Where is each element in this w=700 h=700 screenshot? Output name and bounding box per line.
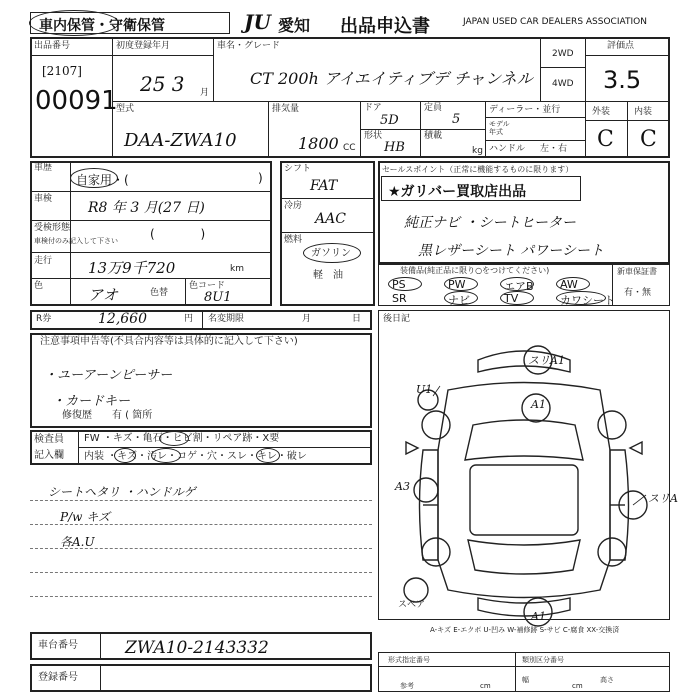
color-label: 色 bbox=[34, 281, 44, 291]
shift-label: シフト bbox=[284, 164, 312, 174]
equipment-circle-5 bbox=[444, 291, 478, 305]
first-registration-value: 25 3 bbox=[140, 72, 185, 96]
spare-tire-label: スペア bbox=[398, 600, 426, 610]
equipment-item-2: エアB bbox=[504, 280, 534, 293]
chassis-label: 車台番号 bbox=[38, 640, 78, 651]
damage-mark-6: A1 bbox=[531, 610, 546, 623]
sales-point-label: セールスポイント（正常に機能するものに限ります） bbox=[382, 165, 574, 174]
color-code-value: 8U1 bbox=[204, 290, 232, 305]
fuel-label: 燃料 bbox=[284, 235, 303, 245]
rating-value: 3.5 bbox=[603, 66, 642, 94]
history-label: 車歴 bbox=[34, 163, 53, 173]
interior-grade: C bbox=[640, 127, 657, 152]
sales-point-line2: 黒レザーシート パワーシート bbox=[418, 243, 604, 259]
inspection-type-blank: ( ) bbox=[150, 227, 206, 241]
fuel-gasoline: ガソリン bbox=[311, 248, 351, 259]
registration-block bbox=[30, 664, 372, 692]
mileage-value: 13万9千720 bbox=[88, 259, 176, 277]
equipment-label: 装備品(純正品に限り○をつけてください) bbox=[400, 266, 550, 275]
inspector-entry-label: 記入欄 bbox=[34, 450, 64, 461]
first-registration-label: 初度登録年月 bbox=[116, 41, 171, 51]
equipment-circle-2 bbox=[500, 277, 534, 291]
name-change-day: 日 bbox=[352, 314, 362, 324]
capacity-value: 5 bbox=[452, 112, 461, 127]
color-value: アオ bbox=[88, 286, 118, 304]
doors-label: ドア bbox=[364, 103, 382, 113]
car-damage-diagram bbox=[378, 330, 670, 640]
recycle-label: R券 bbox=[36, 314, 52, 324]
fuel-diesel: 軽 油 bbox=[313, 270, 343, 281]
body-shape-value: HB bbox=[384, 140, 405, 155]
equipment-item-0: PS bbox=[392, 278, 406, 291]
month-unit: 月 bbox=[200, 88, 210, 98]
inspection-type-label: 受検形態 bbox=[34, 223, 71, 233]
lot-sub-number: [2107] bbox=[42, 64, 82, 78]
color-code-label: 色コード bbox=[189, 281, 226, 291]
drive-4wd: 4WD bbox=[552, 79, 574, 89]
equipment-circle-0 bbox=[388, 277, 422, 291]
int-wear-circle bbox=[256, 448, 280, 463]
int-scratch-circle bbox=[114, 448, 136, 463]
after-note-label: 後日記 bbox=[383, 314, 411, 324]
class-number-label: 類別区分番号 bbox=[522, 656, 564, 664]
car-name-label: 車名・グレード bbox=[217, 41, 281, 51]
inspection-label: 車検 bbox=[34, 194, 53, 204]
recycle-fee-block bbox=[30, 310, 372, 330]
name-change-month: 月 bbox=[302, 314, 312, 324]
equipment-item-4: SR bbox=[392, 292, 407, 305]
aircon-label: 冷房 bbox=[284, 201, 303, 211]
lot-number-label: 出品番号 bbox=[34, 41, 71, 51]
notes-label: 注意事項申告等(不具合内容等は具体的に記入して下さい) bbox=[40, 336, 298, 347]
repair-history-value: 有 ( 箇所 bbox=[112, 410, 153, 421]
exterior-label: 外装 bbox=[592, 107, 611, 117]
handle-label: ハンドル bbox=[489, 144, 526, 154]
car-name-value: CT 200h アイエイティブデ チャンネル bbox=[250, 69, 533, 88]
drive-2wd: 2WD bbox=[552, 49, 574, 59]
logo-text: 愛知 bbox=[278, 16, 311, 35]
damage-mark-2: U1 bbox=[416, 383, 433, 396]
length-unit: cm bbox=[480, 682, 491, 690]
recycle-value: 12,660 bbox=[98, 311, 147, 327]
lot-number: 00091 bbox=[35, 86, 118, 116]
ju-logo-mark: JU bbox=[244, 10, 271, 34]
chassis-number-value: ZWA10-2143332 bbox=[125, 638, 269, 658]
equipment-circle-7 bbox=[556, 291, 606, 305]
warranty-value: 有・無 bbox=[624, 288, 652, 298]
history-close-paren: ) bbox=[258, 171, 263, 185]
load-capacity-label: 積載 bbox=[424, 131, 443, 141]
notes-line2: ・カードキー bbox=[52, 394, 131, 409]
equipment-circle-1 bbox=[444, 277, 478, 291]
handle-side: 左・右 bbox=[540, 144, 568, 154]
damage-mark-5: スリA bbox=[648, 492, 678, 505]
type-designation-label: 形式指定番号 bbox=[388, 656, 430, 664]
mileage-unit: km bbox=[230, 264, 244, 274]
displacement-value: 1800 bbox=[298, 134, 339, 153]
damage-mark-1: A1 bbox=[531, 398, 546, 411]
body-shape-label: 形状 bbox=[364, 131, 383, 141]
reference-label: 参考 bbox=[400, 682, 414, 690]
history-value: 自家用・( bbox=[76, 173, 129, 187]
model-year-label: モデル 年式 bbox=[489, 120, 510, 136]
repair-history-label: 修復歴 bbox=[62, 410, 92, 421]
equipment-item-3: AW bbox=[560, 278, 578, 291]
storage-text: 車内保管・守衛保管 bbox=[39, 18, 165, 34]
width-unit: cm bbox=[572, 682, 583, 690]
width-label: 幅 bbox=[522, 676, 529, 684]
mileage-label: 走行 bbox=[34, 256, 53, 266]
chip-circle bbox=[159, 431, 189, 446]
doors-value: 5D bbox=[380, 113, 399, 128]
association-name: JAPAN USED CAR DEALERS ASSOCIATION bbox=[463, 17, 647, 27]
remark-line1: シートヘタリ ・ハンドルゲ bbox=[48, 485, 196, 499]
registration-number-label: 登録番号 bbox=[38, 672, 78, 683]
rating-label: 評価点 bbox=[607, 41, 635, 51]
logo bbox=[244, 11, 344, 35]
sales-point-line1: 純正ナビ ・シートヒーター bbox=[404, 215, 576, 231]
damage-legend: A-キズ E-エクボ U-凹み W-補修跡 S-サビ C-腐食 XX-交換済 bbox=[430, 626, 620, 634]
color-change-label: 色替 bbox=[150, 288, 169, 298]
equipment-circle-6 bbox=[500, 291, 534, 305]
sales-banner-text: ★ガリバー買取店出品 bbox=[388, 184, 527, 200]
inspection-type-note: 車検付のみ記入して下さい bbox=[34, 237, 118, 245]
inspection-expiry-value: R8 年 3 月(27 日) bbox=[88, 200, 205, 216]
displacement-unit: CC bbox=[343, 143, 356, 153]
interior-label: 内装 bbox=[634, 107, 653, 117]
windshield-row: FW ・キズ・亀石・ヒビ割・リペア跡・X要 bbox=[84, 433, 280, 444]
equipment-item-6: TV bbox=[504, 292, 519, 305]
remark-line3: 各A.U bbox=[60, 535, 95, 549]
equipment-circle-3 bbox=[556, 277, 590, 291]
equipment-item-7: カワシート bbox=[560, 294, 615, 307]
model-code-label: 型式 bbox=[116, 104, 135, 114]
aircon-value: AAC bbox=[315, 211, 346, 227]
equipment-item-5: ナビ bbox=[448, 294, 470, 307]
capacity-label: 定員 bbox=[424, 103, 443, 113]
name-change-deadline-label: 名変期限 bbox=[208, 314, 245, 324]
int-stain-circle bbox=[151, 448, 181, 463]
shift-value: FAT bbox=[310, 178, 338, 194]
interior-row: 内装 ・キズ・汚レ・コゲ・穴・スレ・キレ・破レ bbox=[84, 451, 307, 462]
damage-mark-0: スリA1 bbox=[528, 354, 565, 367]
notes-line1: ・ユーアーンピーサー bbox=[44, 368, 173, 383]
inspector-label: 検査員 bbox=[34, 434, 64, 445]
storage-label bbox=[30, 12, 230, 34]
model-code-value: DAA-ZWA10 bbox=[124, 130, 237, 151]
remark-line2: P/w キズ bbox=[60, 510, 110, 524]
exterior-grade: C bbox=[597, 127, 614, 152]
height-label: 高さ bbox=[600, 676, 614, 684]
dealer-parallel-label: ディーラー・並行 bbox=[489, 105, 561, 115]
warranty-label: 新車保証書 bbox=[617, 267, 657, 276]
displacement-label: 排気量 bbox=[272, 104, 300, 114]
load-unit: kg bbox=[472, 146, 483, 156]
damage-mark-4: A3 bbox=[395, 480, 410, 493]
recycle-unit: 円 bbox=[184, 314, 194, 324]
equipment-item-1: PW bbox=[448, 278, 466, 291]
form-title: 出品申込書 bbox=[340, 16, 430, 37]
